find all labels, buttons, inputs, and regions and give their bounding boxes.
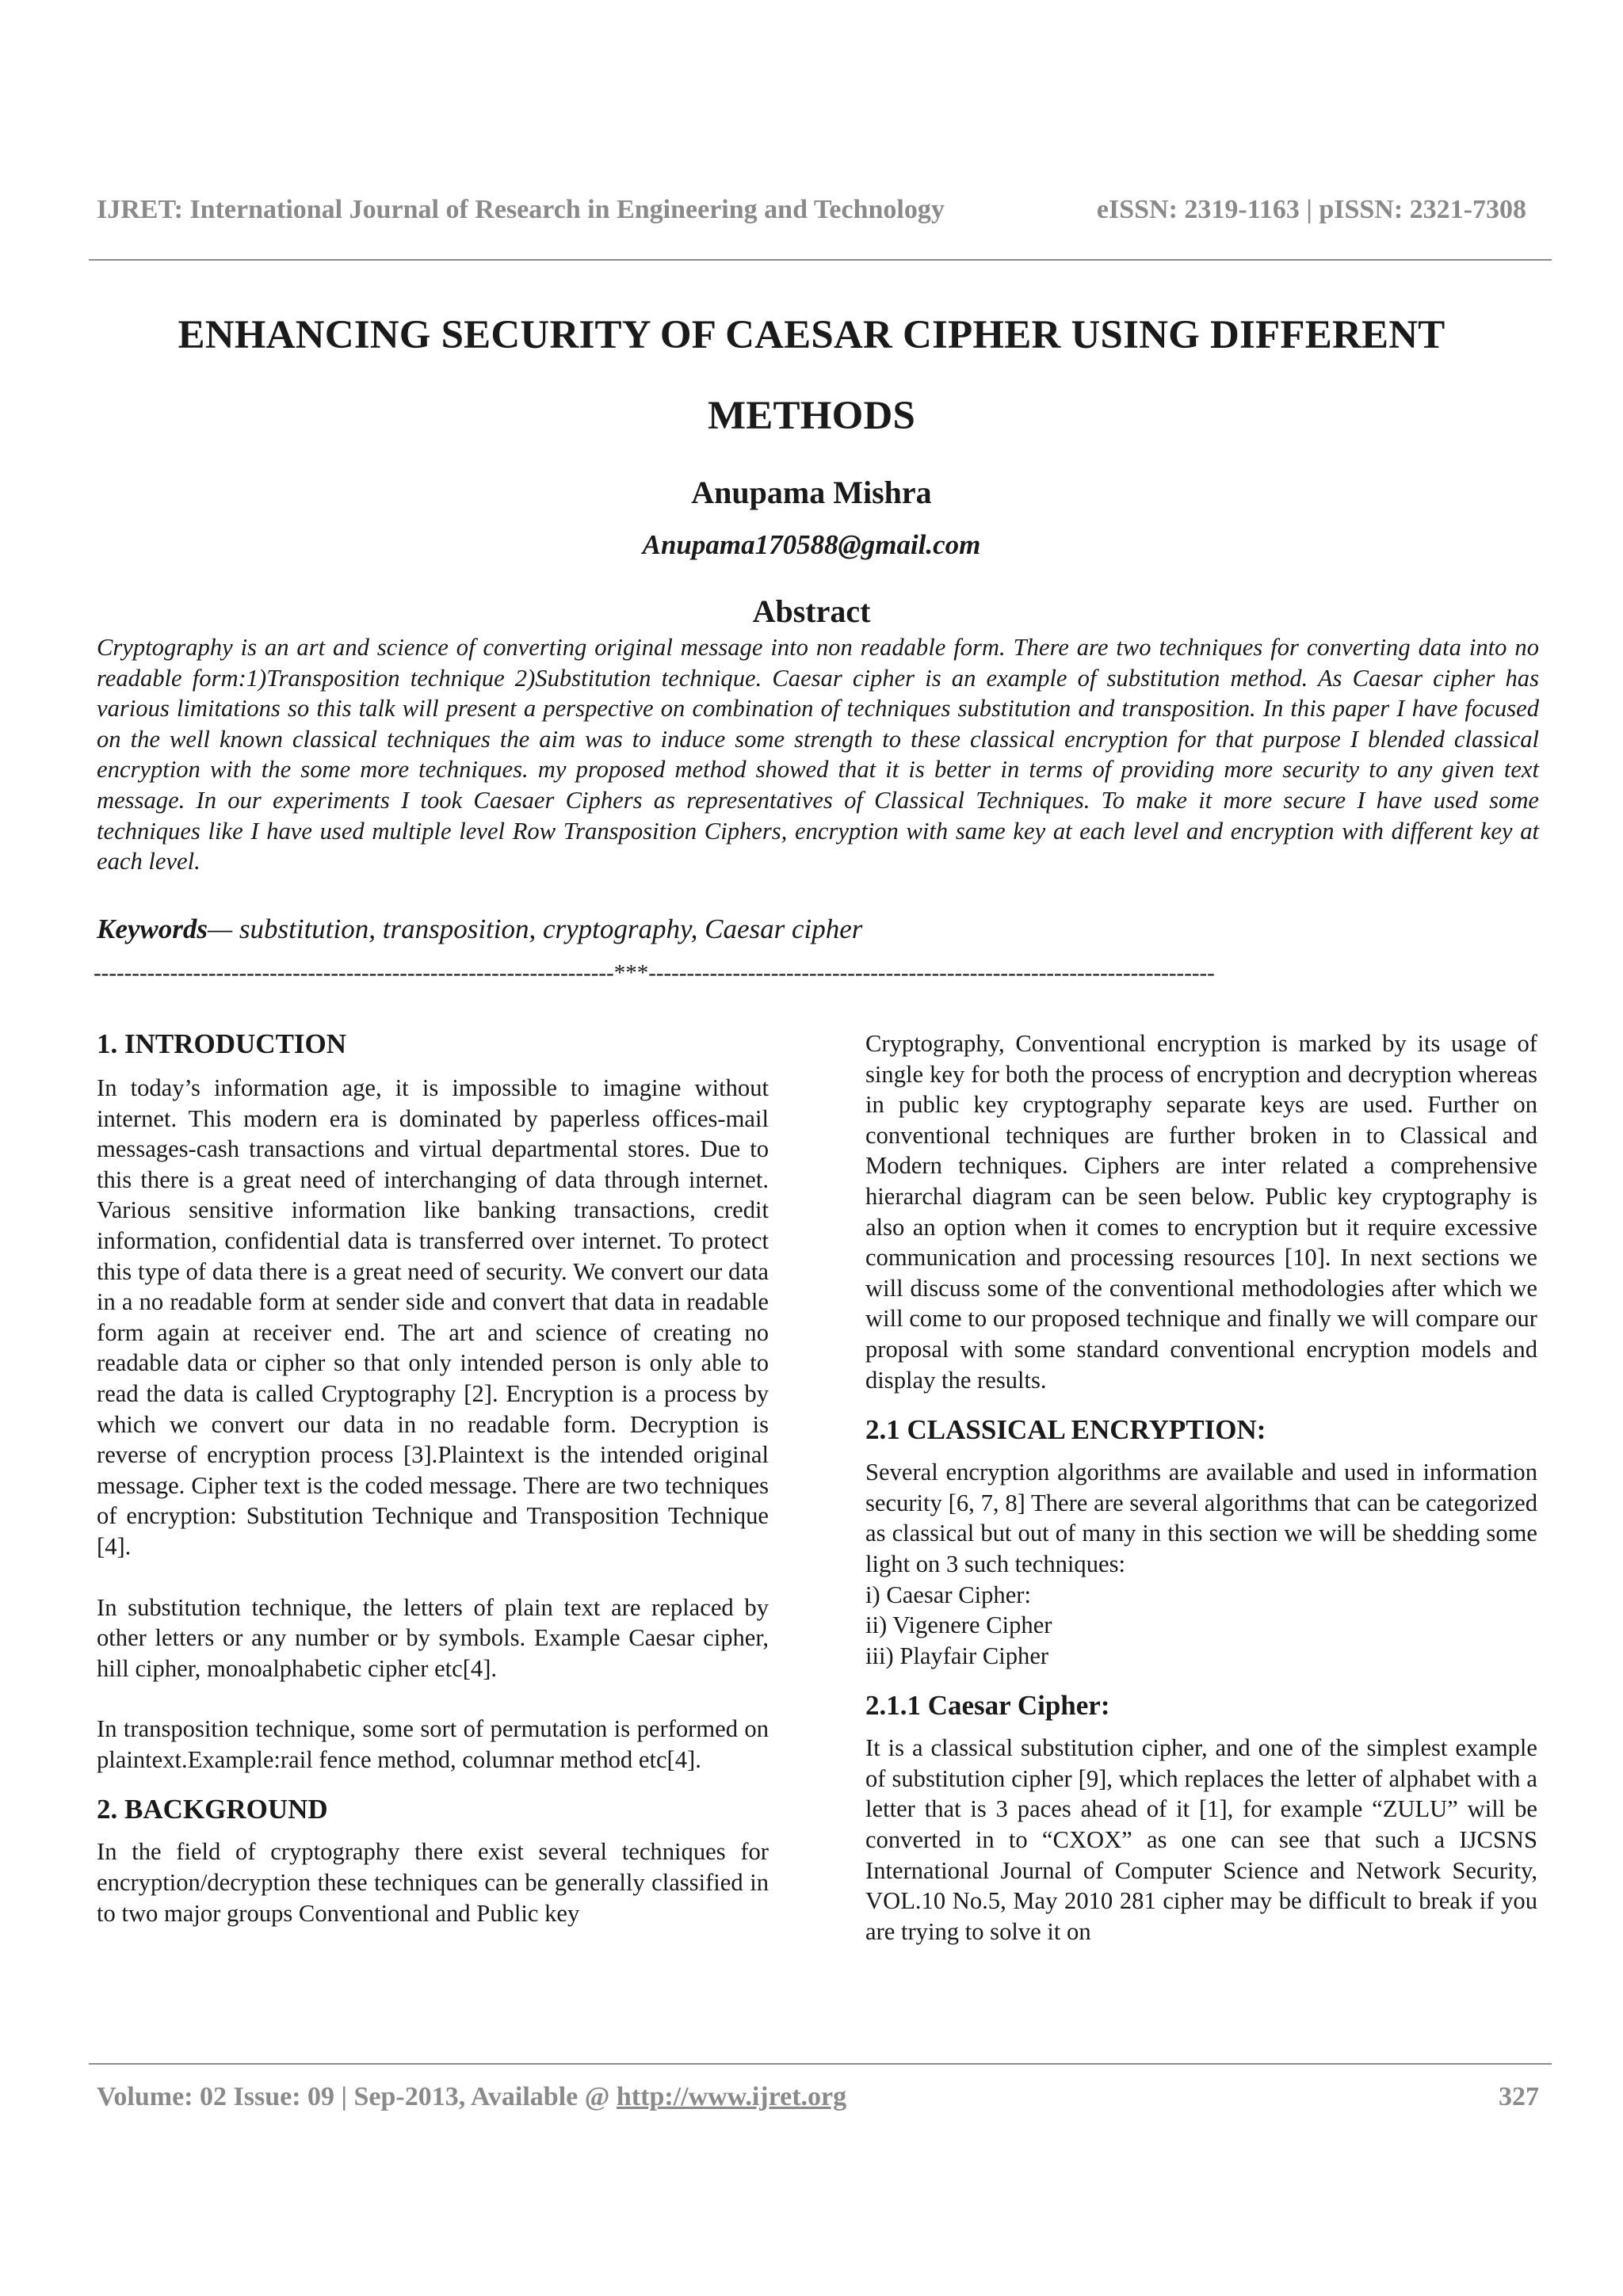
author-name: Anupama Mishra bbox=[691, 475, 932, 510]
introduction-paragraph-2: In substitution technique, the letters of plain text are replaced by other letters or any number or by symbols. Example Caesar cipher, hill cipher, monoalphabetic cipher etc[4]. bbox=[97, 1593, 769, 1682]
keywords-label: Keywords bbox=[97, 913, 208, 944]
volume-text: Volume: 02 Issue: 09 | Sep-2013, Available @ bbox=[97, 2082, 617, 2111]
list-item: ii) Vigenere Cipher bbox=[865, 1611, 1052, 1639]
right-column bbox=[865, 1028, 1537, 1947]
running-header bbox=[97, 195, 1526, 239]
keywords bbox=[97, 913, 862, 945]
introduction-paragraph-1: In today’s information age, it is impossible to imagine without internet. This modern era is dominated by paperless offices-mail messages-cash transactions and virtual departmental stores. Due to this there is a great need of interchanging of data through internet. Various sensitive information like banking transactions, credit information, confidential data is transferred over internet. To protect this type of data there is a great need of security. We convert our data in a no readable form at sender side and convert that data in readable form again at receiver end. The art and science of creating no readable data or cipher so that only intended person is only able to read the data is called Cryptography [2]. Encryption is a process by which we convert our data in no readable form. Decryption is reverse of encryption process [3].Plaintext is the intended original message. Cipher text is the coded message. There are two techniques of encryption: Substitution Technique and Transposition Technique [4]. bbox=[97, 1074, 769, 1560]
author-email: Anupama170588@gmail.com bbox=[642, 529, 981, 560]
techniques-list bbox=[865, 1580, 1537, 1672]
header-rule bbox=[89, 259, 1552, 261]
running-footer bbox=[97, 2082, 1539, 2122]
list-item: i) Caesar Cipher: bbox=[865, 1581, 1031, 1608]
caesar-cipher-paragraph: It is a classical substitution cipher, and one of the simplest example of substitution cipher [9], which replaces the letter of alphabet with a letter that is 3 paces ahead of it [1], for example “ZULU” will be converted in to “CXOX” as one can see that such a IJCSNS International Journal of Computer Science and Network Security, VOL.10 No.5, May 2010 281 cipher may be difficult to break if you are trying to solve it on bbox=[865, 1734, 1537, 1945]
background-paragraph: In the field of cryptography there exist several techniques for encryption/decryption these techniques can be generally classified in to two major groups Conventional and Public key bbox=[97, 1838, 769, 1927]
section-separator: --------------------------------------------------------------------***-------------------------------------------------------------------------- bbox=[94, 960, 1215, 986]
keywords-text: substitution, transposition, cryptography, Caesar cipher bbox=[232, 913, 863, 944]
list-item: iii) Playfair Cipher bbox=[865, 1642, 1049, 1669]
journal-link[interactable]: http://www.ijret.org bbox=[616, 2082, 847, 2111]
introduction-heading: 1. INTRODUCTION bbox=[97, 1028, 347, 1059]
introduction-paragraph-3: In transposition technique, some sort of permutation is performed on plaintext.Example:rail fence method, columnar method etc[4]. bbox=[97, 1715, 769, 1773]
footer-volume bbox=[97, 2082, 846, 2112]
classical-encryption-paragraph: Several encryption algorithms are available and used in information security [6, 7, 8] There are several algorithms that can be categorized as classical but out of many in this section we will be shedding some light on 3 such techniques: bbox=[865, 1459, 1537, 1577]
abstract-heading: Abstract bbox=[752, 593, 871, 629]
keywords-dash: — bbox=[208, 913, 233, 944]
page-number: 327 bbox=[1499, 2082, 1539, 2111]
classical-encryption-heading: 2.1 CLASSICAL ENCRYPTION: bbox=[865, 1414, 1266, 1446]
issn: eISSN: 2319-1163 | pISSN: 2321-7308 bbox=[1096, 195, 1526, 224]
background-heading: 2. BACKGROUND bbox=[97, 1794, 328, 1825]
abstract-text: Cryptography is an art and science of converting original message into non readable form. There are two techniques for converting data into no readable form:1)Transposition technique 2)Substitution technique. Caesar cipher is an example of substitution method. As Caesar cipher has various limitations so this talk will present a perspective on combination of techniques substitution and transposition. In this paper I have focused on the well known classical techniques the aim was to induce some strength to these classical encryption for that purpose I blended classical encryption with the some more techniques. my proposed method showed that it is better in terms of providing more security to any given text message. In our experiments I took Caesaer Ciphers as representatives of Classical Techniques. To make it more secure I have used some techniques like I have used multiple level Row Transposition Ciphers, encryption with same key at each level and encryption with different key at each level. bbox=[97, 634, 1539, 875]
caesar-cipher-heading: 2.1.1 Caesar Cipher: bbox=[865, 1690, 1110, 1722]
paper-title bbox=[103, 295, 1520, 456]
title-line-2: METHODS bbox=[707, 394, 916, 438]
background-paragraph-continued: Cryptography, Conventional encryption is marked by its usage of single key for both the process of encryption and decryption whereas in public key cryptography separate keys are used. Further on conventional techniques are further broken in to Classical and Modern techniques. Ciphers are inter related a comprehensive hierarchal diagram can be seen below. Public key cryptography is also an option when it comes to encryption but it require excessive communication and processing resources [10]. In next sections we will discuss some of the conventional methodologies after which we will come to our proposed technique and finally we will compare our proposal with some standard conventional encryption models and display the results. bbox=[865, 1030, 1537, 1394]
footer-rule bbox=[89, 2063, 1552, 2065]
left-column bbox=[97, 1027, 769, 1928]
journal-name: IJRET: International Journal of Research in Engineering and Technology bbox=[97, 195, 945, 224]
title-line-1: ENHANCING SECURITY OF CAESAR CIPHER USING DIFFERENT bbox=[178, 313, 1445, 357]
